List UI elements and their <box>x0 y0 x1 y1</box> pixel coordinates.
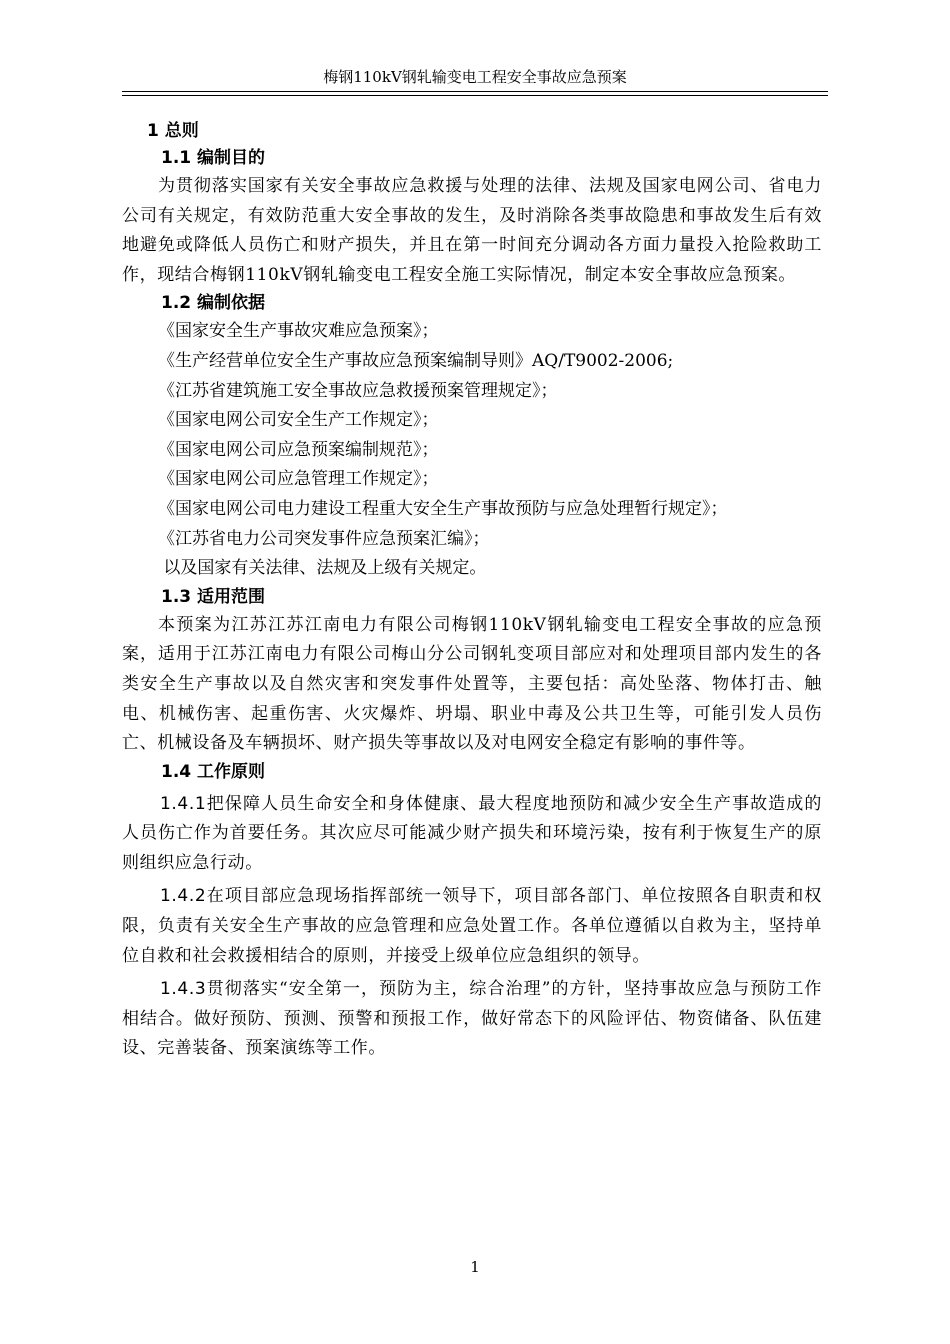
reference-item: 《国家电网公司应急管理工作规定》； <box>158 469 439 490</box>
clause-number: 1.4.1 <box>160 793 207 814</box>
section-1-2-heading: 1.2 编制依据 <box>161 293 266 314</box>
header-rule-thin <box>122 95 828 96</box>
reference-item: 《生产经营单位安全生产事故应急预案编制导则》AQ/T9002-2006; <box>158 350 674 371</box>
reference-item: 《江苏省建筑施工安全事故应急救援预案管理规定》； <box>158 380 558 401</box>
reference-item: 《国家电网公司电力建设工程重大安全生产事故预防与应急处理暂行规定》； <box>158 498 728 519</box>
header-rule-thick <box>122 91 828 92</box>
section-1-1-paragraph: 为贯彻落实国家有关安全事故应急救援与处理的法律、法规及国家电网公司、省电力公司有关规定，有效防范重大安全事故的发生，及时消除各类事故隐患和事故发生后有效地避免或降低人员伤亡和财产损失，并且在第一时间充分调动各方面力量投入抢险救助工作，现结合梅钢110kV钢轧输变电工程安全施工实际情况，制定本安全事故应急预案。 <box>122 176 822 285</box>
reference-item: 以及国家有关法律、法规及上级有关规定。 <box>158 558 487 579</box>
principle-item-1-4-2 <box>122 882 822 971</box>
clause-text: 把保障人员生命安全和身体健康、最大程度地预防和减少安全生产事故造成的人员伤亡作为首要任务。其次应尽可能减少财产损失和环境污染，按有利于恢复生产的原则组织应急行动。 <box>122 793 822 873</box>
document-body <box>122 118 822 1064</box>
section-1-1-heading: 1.1 编制目的 <box>161 148 266 168</box>
reference-item: 《国家电网公司应急预案编制规范》； <box>158 439 439 460</box>
section-1-4-heading: 1.4 工作原则 <box>161 761 266 782</box>
running-header: 梅钢110kV钢轧输变电工程安全事故应急预案 <box>323 68 627 86</box>
reference-item: 《国家电网公司安全生产工作规定》； <box>158 410 439 431</box>
reference-item: 《江苏省电力公司突发事件应急预案汇编》； <box>158 528 490 549</box>
principle-item-1-4-3 <box>122 975 822 1064</box>
page-number: 1 <box>470 1258 480 1276</box>
clause-text: 贯彻落实“安全第一，预防为主，综合治理”的方针，坚持事故应急与预防工作相结合。做好预防、预测、预警和预报工作，做好常态下的风险评估、物资储备、队伍建设、完善装备、预案演练等工作。 <box>122 979 822 1059</box>
section-1-3-heading: 1.3 适用范围 <box>161 586 266 607</box>
section-1-heading: 1 总则 <box>147 121 199 141</box>
section-1-3-paragraph: 本预案为江苏江苏江南电力有限公司梅钢110kV钢轧输变电工程安全事故的应急预案，适用于江苏江南电力有限公司梅山分公司钢轧变项目部应对和处理项目部内发生的各类安全生产事故以及自然灾害和突发事件处置等，主要包括：高处坠落、物体打击、触电、机械伤害、起重伤害、火灾爆炸、坍塌、职业中毒及公共卫生等，可能引发人员伤亡、机械设备及车辆损坏、财产损失等事故以及对电网安全稳定有影响的事件等。 <box>122 614 822 754</box>
clause-number: 1.4.3 <box>160 979 207 1000</box>
principle-item-1-4-1 <box>122 790 822 879</box>
reference-item: 《国家安全生产事故灾难应急预案》； <box>158 321 439 342</box>
clause-number: 1.4.2 <box>160 886 207 907</box>
clause-text: 在项目部应急现场指挥部统一领导下，项目部各部门、单位按照各自职责和权限，负责有关安全生产事故的应急管理和应急处置工作。各单位遵循以自救为主，坚持单位自救和社会救援相结合的原则，并接受上级单位应急组织的领导。 <box>122 886 822 966</box>
